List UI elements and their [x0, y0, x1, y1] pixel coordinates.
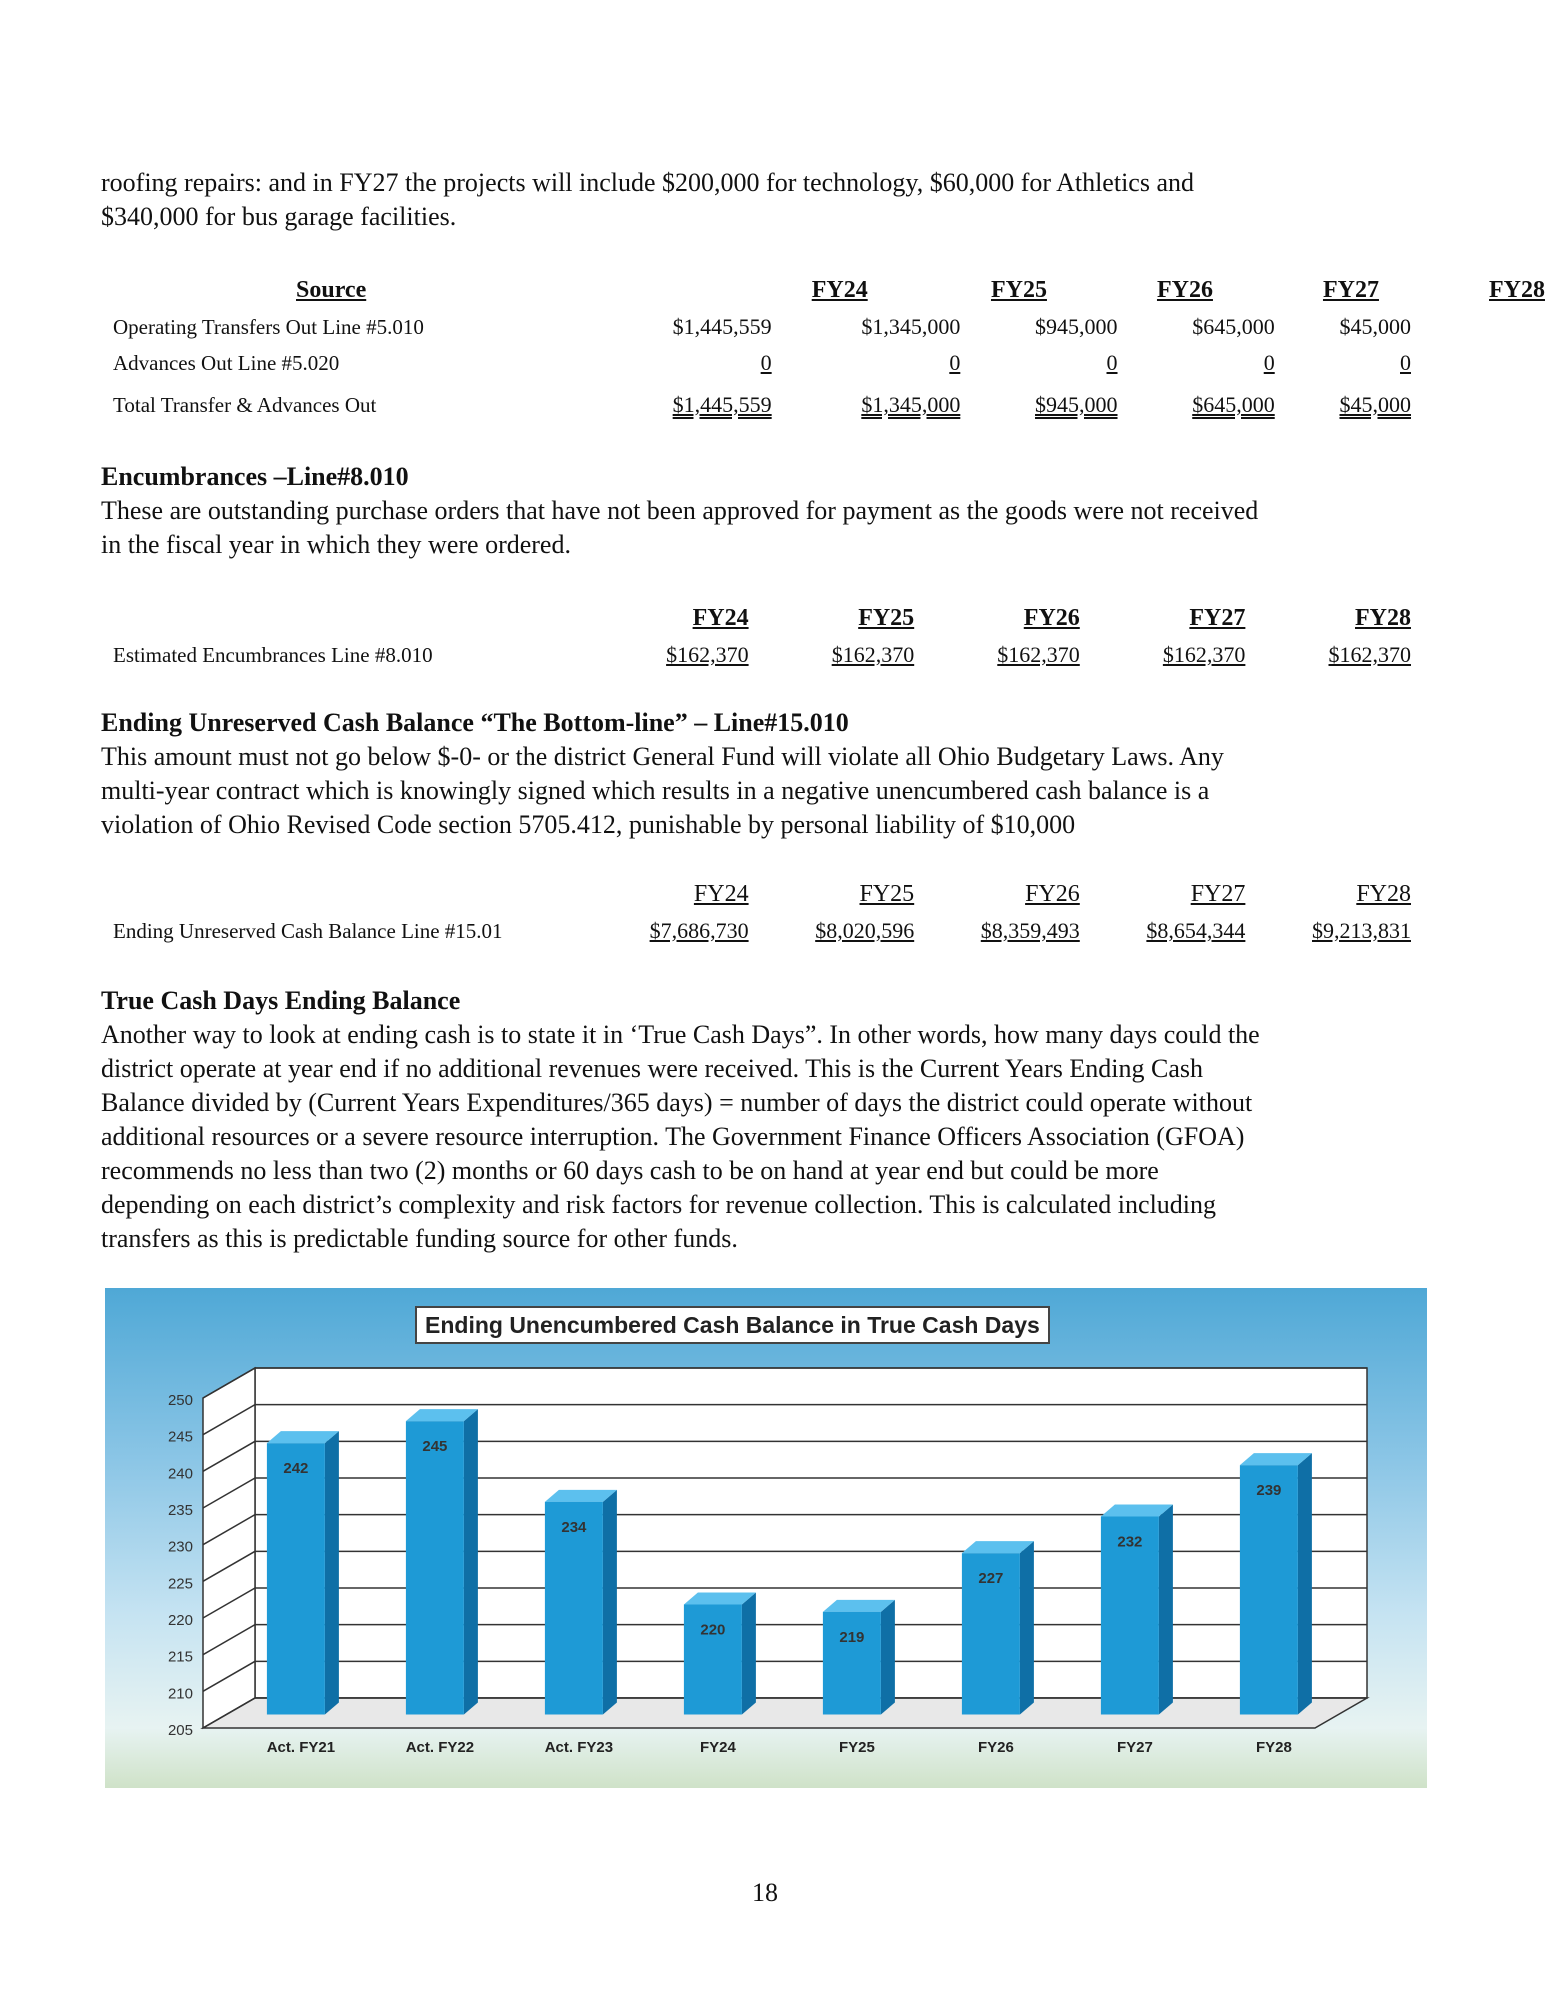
x-tick-label: FY27 — [1116, 1739, 1153, 1756]
year-header: FY25 — [990, 277, 1047, 303]
true-cash-heading: True Cash Days Ending Balance — [101, 986, 461, 1015]
year-header: FY27 — [1189, 605, 1246, 631]
year-header: FY28 — [1489, 277, 1545, 303]
cell-value: 0 — [760, 350, 772, 375]
x-tick-label: Act. FY22 — [405, 1739, 475, 1756]
year-header: FY24 — [811, 277, 868, 303]
cell-value: $8,020,596 — [815, 918, 915, 943]
row-label: Advances Out Line #5.020 — [113, 351, 340, 375]
cell-value: $945,000 — [1035, 392, 1118, 417]
bar-value-label: 219 — [839, 1628, 865, 1646]
cell-value: $9,213,831 — [1312, 918, 1411, 943]
x-tick-label: FY28 — [1255, 1739, 1292, 1756]
bar-side — [1020, 1541, 1034, 1714]
x-tick-label: Act. FY21 — [266, 1739, 336, 1756]
y-tick-label: 235 — [167, 1502, 193, 1519]
bar-side — [881, 1600, 895, 1715]
row-label: Total Transfer & Advances Out — [113, 393, 377, 417]
table-header-row — [113, 596, 1411, 632]
year-header: FY28 — [1356, 881, 1411, 907]
cell-value: $45,000 — [1339, 392, 1411, 417]
year-header: FY25 — [858, 605, 915, 631]
chart-floor — [203, 1698, 1367, 1728]
bar-value-label: 234 — [561, 1518, 587, 1536]
bar-value-label: 242 — [283, 1460, 309, 1478]
true-cash-text: Balance divided by (Current Years Expenditures/365 days) = number of days the district could operate without — [101, 1088, 1253, 1117]
true-cash-text: district operate at year end if no additional revenues were received. This is the Current Years Ending Cash — [101, 1054, 1204, 1083]
source-header: Source — [296, 277, 367, 303]
bar — [823, 1612, 881, 1715]
transfers-header-row — [113, 268, 1545, 304]
year-header: FY24 — [692, 605, 749, 631]
y-tick-label: 220 — [167, 1612, 193, 1629]
chart-title: Ending Unencumbered Cash Balance in True Cash Days — [415, 1306, 1050, 1344]
table-row — [113, 304, 1411, 340]
table-row — [113, 340, 1411, 376]
chart-side-wall — [203, 1368, 255, 1728]
encumbrances-text-1: These are outstanding purchase orders that have not been approved for payment as the goods were not received — [101, 496, 1259, 525]
ending-balance-text-2: multi-year contract which is knowingly signed which results in a negative unencumbered cash balance is a — [101, 776, 1210, 805]
row-label: Ending Unreserved Cash Balance Line #15.01 — [113, 919, 503, 943]
bar-value-label: 232 — [1117, 1533, 1143, 1551]
bar — [1240, 1465, 1298, 1714]
bar-side — [464, 1409, 478, 1714]
intro-line-2: $340,000 for bus garage facilities. — [101, 202, 457, 231]
x-tick-label: FY24 — [699, 1739, 736, 1756]
bar-value-label: 227 — [978, 1570, 1004, 1588]
true-cash-text: additional resources or a severe resource interruption. The Government Finance Officers Association (GFOA) — [101, 1122, 1245, 1151]
x-tick-label: Act. FY23 — [544, 1739, 614, 1756]
bar — [267, 1443, 325, 1714]
y-tick-label: 215 — [167, 1648, 193, 1666]
row-label: Operating Transfers Out Line #5.010 — [113, 315, 424, 339]
y-tick-label: 230 — [167, 1538, 193, 1556]
x-tick-label: FY26 — [977, 1739, 1014, 1756]
y-tick-label: 210 — [167, 1685, 193, 1703]
cell-value: 0 — [1263, 350, 1275, 375]
true-cash-text: Another way to look at ending cash is to state it in ‘True Cash Days”. In other words, how many days could the — [101, 1020, 1260, 1049]
cell-value: $645,000 — [1192, 392, 1275, 417]
bar-value-label: 245 — [422, 1438, 448, 1456]
year-header: FY26 — [1025, 881, 1080, 907]
chart-svg — [105, 1288, 1427, 1788]
cell-value: $945,000 — [1035, 314, 1118, 339]
bar-value-label: 239 — [1256, 1482, 1282, 1500]
cell-value: $8,359,493 — [980, 918, 1080, 943]
ending-balance-text-1: This amount must not go below $-0- or the district General Fund will violate all Ohio Budgetary Laws. Any — [101, 742, 1224, 771]
cell-value: $1,345,000 — [861, 314, 961, 339]
bar — [406, 1421, 464, 1714]
bar-side — [1298, 1453, 1312, 1714]
ending-balance-heading: Ending Unreserved Cash Balance “The Bottom-line” – Line#15.010 — [101, 708, 849, 737]
cell-value: $1,445,559 — [672, 314, 772, 339]
cell-value: $1,445,559 — [672, 392, 772, 417]
transfers-table — [113, 268, 1545, 304]
cell-value: $162,370 — [1162, 642, 1246, 667]
cell-value: $645,000 — [1192, 314, 1275, 339]
x-tick-label: FY25 — [838, 1739, 875, 1756]
y-tick-label: 245 — [167, 1428, 193, 1446]
year-header: FY27 — [1190, 881, 1246, 907]
intro-line-1: roofing repairs: and in FY27 the projects will include $200,000 for technology, $60,000 for Athletics and — [101, 168, 1194, 197]
year-header: FY28 — [1355, 605, 1411, 631]
bar-side — [1159, 1505, 1173, 1715]
encumbrances-table — [113, 596, 1411, 668]
year-header: FY24 — [693, 881, 749, 907]
y-tick-label: 205 — [167, 1722, 193, 1739]
cell-value: $1,345,000 — [861, 392, 961, 417]
bar-side — [742, 1593, 756, 1715]
bar-side — [325, 1431, 339, 1714]
page-number: 18 — [752, 1878, 778, 1907]
cell-value: $162,370 — [1328, 642, 1411, 667]
cell-value: 0 — [1106, 350, 1118, 375]
cell-value: 0 — [949, 350, 961, 375]
cell-value: $7,686,730 — [649, 918, 749, 943]
table-header-row — [113, 872, 1411, 908]
year-header: FY25 — [859, 881, 915, 907]
cell-value: $8,654,344 — [1146, 918, 1246, 943]
year-header: FY26 — [1156, 277, 1213, 303]
true-cash-text: transfers as this is predictable funding source for other funds. — [101, 1224, 738, 1253]
year-header: FY27 — [1322, 277, 1379, 303]
table-row — [113, 908, 1411, 944]
cell-value: $162,370 — [831, 642, 915, 667]
ending-balance-text-3: violation of Ohio Revised Code section 5705.412, punishable by personal liability of $10,000 — [101, 810, 1076, 839]
encumbrances-text-2: in the fiscal year in which they were ordered. — [101, 530, 571, 559]
y-tick-label: 250 — [167, 1392, 193, 1409]
cell-value: $162,370 — [997, 642, 1080, 667]
encumbrances-heading: Encumbrances –Line#8.010 — [101, 462, 409, 491]
ending-balance-table — [113, 872, 1411, 944]
true-cash-text: recommends no less than two (2) months or 60 days cash to be on hand at year end but could be more — [101, 1156, 1159, 1185]
y-tick-label: 225 — [167, 1575, 193, 1593]
transfers-values — [113, 304, 1411, 418]
true-cash-text: depending on each district’s complexity and risk factors for revenue collection. This is calculated including — [101, 1190, 1217, 1219]
bar-value-label: 220 — [700, 1621, 726, 1639]
cell-value: $162,370 — [666, 642, 749, 667]
row-label: Estimated Encumbrances Line #8.010 — [113, 643, 433, 667]
cell-value: 0 — [1400, 350, 1411, 375]
table-row — [113, 632, 1411, 668]
true-cash-days-chart — [105, 1288, 1427, 1788]
bar-side — [603, 1490, 617, 1715]
cell-value: $45,000 — [1339, 314, 1411, 339]
y-tick-label: 240 — [167, 1465, 193, 1483]
table-row — [113, 376, 1411, 418]
year-header: FY26 — [1023, 605, 1080, 631]
